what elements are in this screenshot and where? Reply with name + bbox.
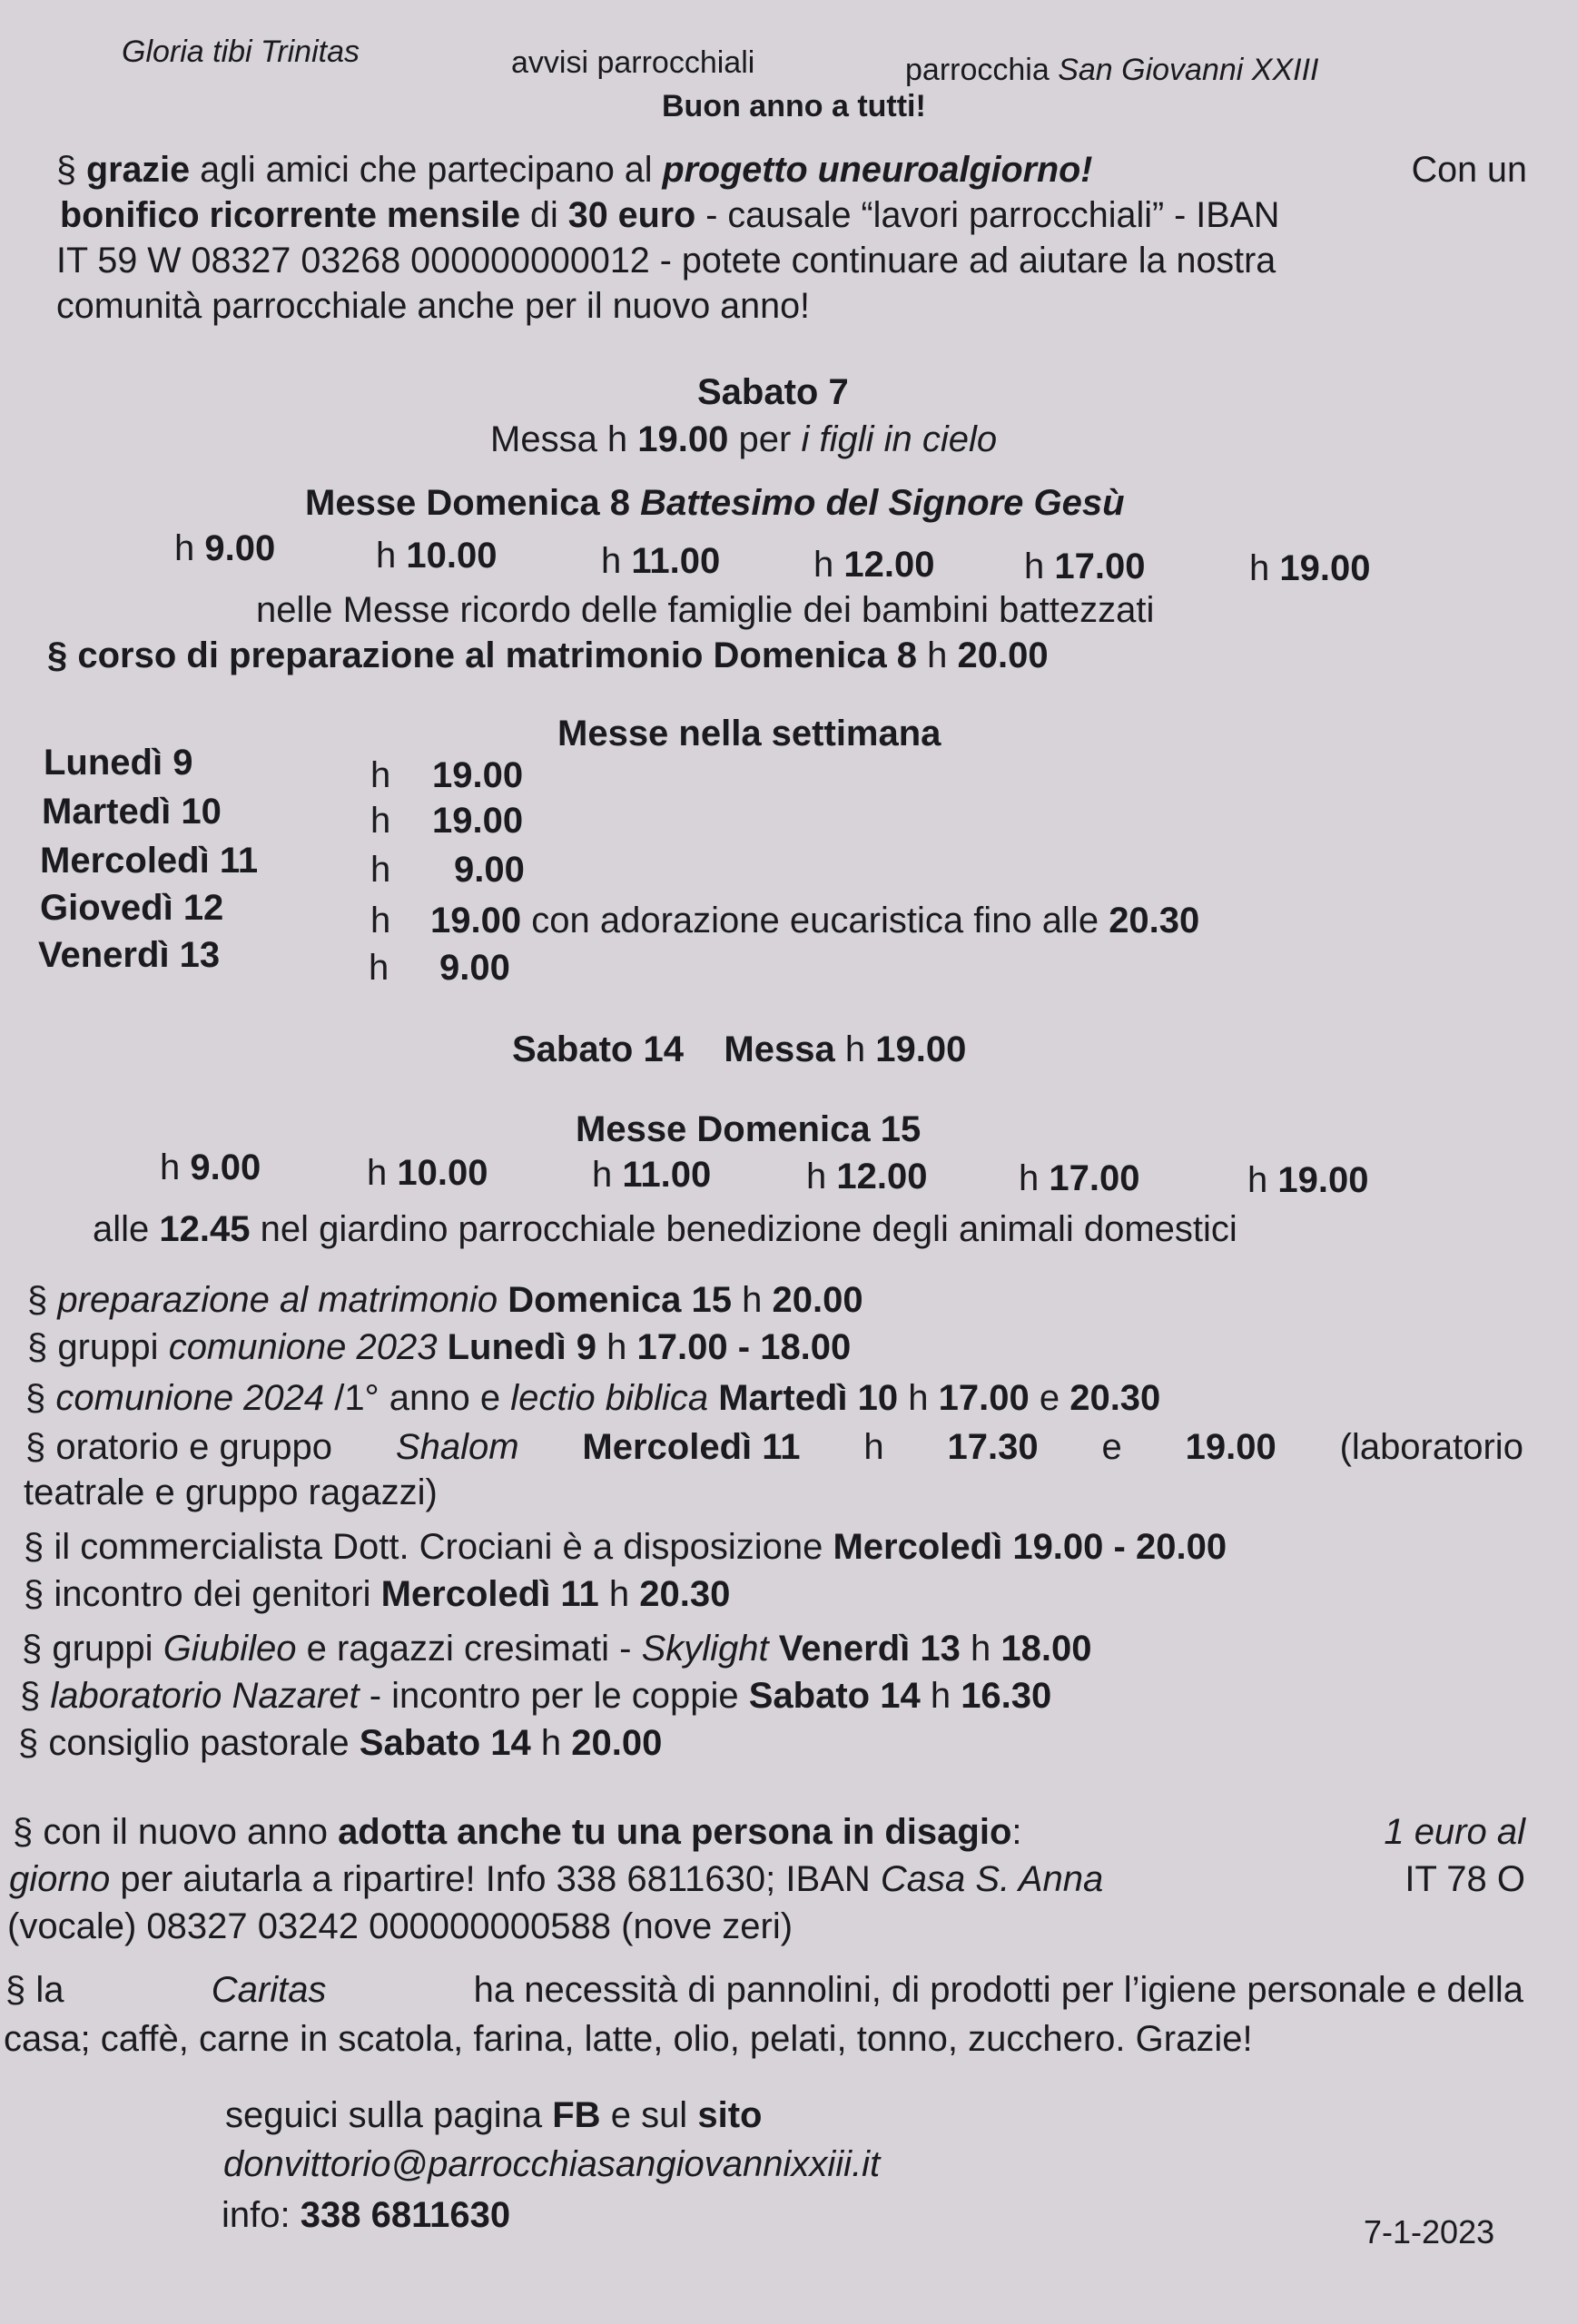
sun15-note: alle 12.45 nel giardino parrocchiale benedizione degli animali domestici	[93, 1209, 1237, 1249]
sun15-title: Messe Domenica 15	[576, 1109, 922, 1149]
activity-marriage-prep: § preparazione al matrimonio Domenica 15 h 20.00	[27, 1280, 863, 1320]
sat7-title: Sabato 7	[697, 372, 849, 412]
week-h-5: h	[369, 948, 389, 988]
greeting: Buon anno a tutti!	[662, 89, 926, 123]
footer-follow: seguici sulla pagina FB e sul sito	[225, 2095, 763, 2135]
sat7-mass: Messa h 19.00 per i figli in cielo	[490, 419, 998, 459]
sun8-time-6: h 19.00	[1249, 548, 1371, 588]
intro-paragraph	[56, 147, 1527, 329]
sun8-time-1: h 9.00	[174, 528, 276, 568]
sun15-time-5: h 17.00	[1019, 1158, 1140, 1198]
footer-email-link[interactable]: donvittorio@parrocchiasangiovannixxiii.it	[223, 2144, 881, 2184]
sun8-note: nelle Messe ricordo delle famiglie dei bambini battezzati	[256, 590, 1155, 630]
week-time-1: 19.00	[432, 755, 524, 795]
activity-accountant: § il commercialista Dott. Crociani è a disposizione Mercoledì 19.00 - 20.00	[24, 1527, 1227, 1567]
sun15-time-6: h 19.00	[1247, 1160, 1369, 1200]
week-time-5: 9.00	[439, 948, 510, 988]
sun8-time-3: h 11.00	[601, 541, 721, 581]
intro-line-3: IT 59 W 08327 03268 000000000012 - potete continuare ad aiutare la nostra	[56, 241, 1276, 281]
header-parish: parrocchia San Giovanni XXIII	[905, 53, 1319, 87]
week-h-3: h	[370, 850, 391, 890]
footer-info: info: 338 6811630	[222, 2195, 511, 2235]
week-time-4-adoration: 19.00 con adorazione eucaristica fino alle 20.30	[430, 901, 1200, 940]
intro-line-4: comunità parrocchiale anche per il nuovo anno!	[56, 286, 811, 326]
week-h-2: h	[370, 801, 391, 841]
adopt-line-1: § con il nuovo anno adotta anche tu una persona in disagio: 1 euro al	[13, 1812, 1525, 1852]
sun8-course: § corso di preparazione al matrimonio Domenica 8 h 20.00	[47, 635, 1049, 675]
intro-line-2: bonifico ricorrente mensile di 30 euro - causale “lavori parrocchiali” - IBAN	[60, 195, 1280, 235]
sun8-time-5: h 17.00	[1024, 547, 1146, 586]
adopt-line-3: (vocale) 08327 03242 000000000588 (nove zeri)	[7, 1906, 793, 1946]
week-h-4: h	[370, 901, 391, 940]
activity-pastoral-council: § consiglio pastorale Sabato 14 h 20.00	[18, 1723, 663, 1763]
week-day-3: Mercoledì 11	[40, 841, 259, 881]
sun15-time-3: h 11.00	[592, 1155, 712, 1195]
sun15-time-2: h 10.00	[367, 1153, 488, 1193]
sun8-time-4: h 12.00	[813, 545, 935, 585]
caritas-line-1: § la Caritas ha necessità di pannolini, di prodotti per l’igiene personale e della	[5, 1970, 1523, 2010]
activity-communion-2023: § gruppi comunione 2023 Lunedì 9 h 17.00 - 18.00	[27, 1327, 852, 1367]
activity-oratorio: § oratorio e gruppo Shalom Mercoledì 11 h 17.30 e 19.00 (laboratorio	[25, 1427, 1523, 1467]
activity-parents-meeting: § incontro dei genitori Mercoledì 11 h 20.30	[24, 1574, 731, 1614]
week-time-2: 19.00	[432, 801, 524, 841]
sun15-time-4: h 12.00	[806, 1157, 928, 1196]
intro-line-1: § grazie agli amici che partecipano al progetto uneuroalgiorno! Con un	[56, 150, 1527, 190]
week-title: Messe nella settimana	[557, 714, 941, 753]
sun8-time-2: h 10.00	[376, 536, 498, 576]
week-day-2: Martedì 10	[42, 792, 222, 832]
header-title: avvisi parrocchiali	[511, 45, 755, 80]
week-h-1: h	[370, 755, 391, 795]
sat14-mass: Sabato 14 Messa h 19.00	[512, 1029, 967, 1069]
activity-oratorio-continued: teatrale e gruppo ragazzi)	[24, 1472, 438, 1512]
header-motto: Gloria tibi Trinitas	[122, 34, 360, 69]
week-time-3: 9.00	[454, 850, 525, 890]
sun8-title: Messe Domenica 8 Battesimo del Signore Gesù	[305, 483, 1125, 523]
caritas-line-2: casa; caffè, carne in scatola, farina, latte, olio, pelati, tonno, zucchero. Grazie!	[4, 2019, 1253, 2059]
adopt-line-2: giorno per aiutarla a ripartire! Info 338 6811630; IBAN Casa S. Anna IT 78 O	[9, 1859, 1525, 1899]
week-day-4: Giovedì 12	[40, 888, 224, 928]
activity-nazaret: § laboratorio Nazaret - incontro per le coppie Sabato 14 h 16.30	[20, 1676, 1052, 1716]
activity-communion-2024: § comunione 2024 /1° anno e lectio biblica Martedì 10 h 17.00 e 20.30	[25, 1378, 1161, 1418]
activity-giubileo: § gruppi Giubileo e ragazzi cresimati - Skylight Venerdì 13 h 18.00	[22, 1629, 1092, 1669]
footer-date: 7-1-2023	[1364, 2213, 1495, 2250]
week-day-1: Lunedì 9	[44, 743, 193, 783]
sun15-time-1: h 9.00	[160, 1147, 261, 1187]
week-day-5: Venerdì 13	[38, 935, 221, 975]
